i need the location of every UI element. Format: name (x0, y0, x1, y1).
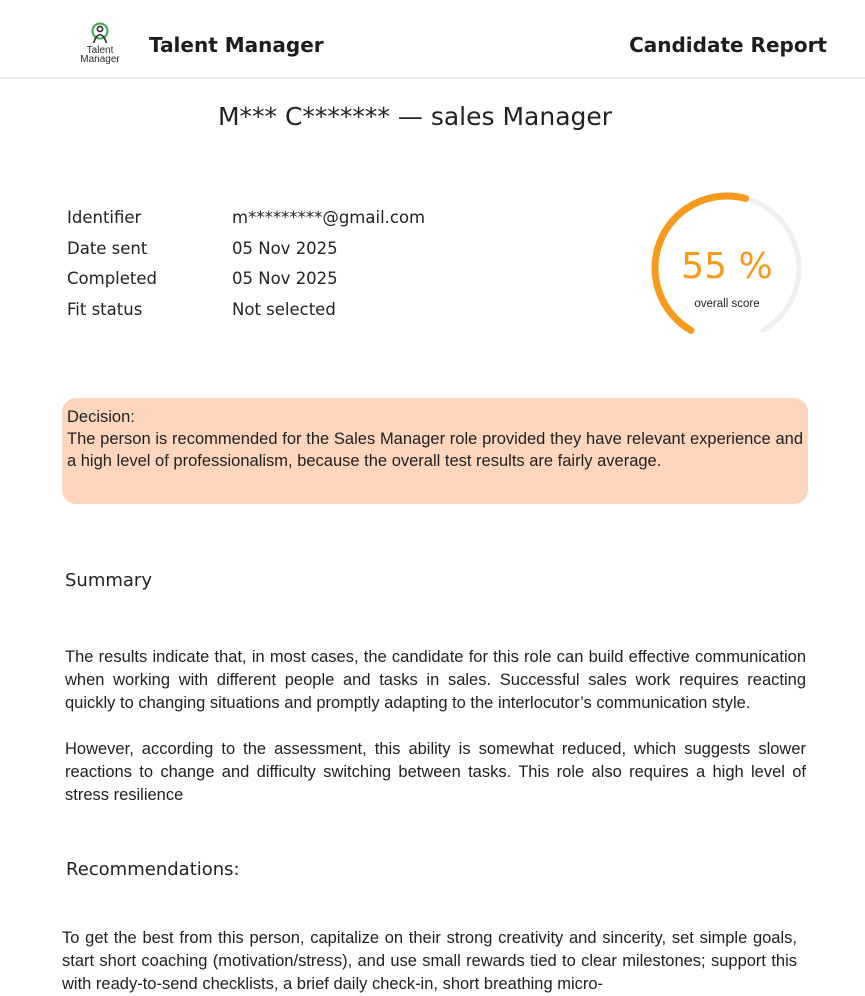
logo-text-line1: Talent (86, 45, 114, 56)
score-label: overall score (694, 298, 760, 310)
candidate-title: M*** C******* — sales Manager (217, 102, 613, 131)
recommendations-title: Recommendations: (66, 859, 240, 880)
recommendations-paragraph: To get the best from this person, capitalize on their strong creativity and sincerity, set simple goals, start short coaching (motivation/stress), and use small rewards tied to clear milestones; support this with ready-to-send checklists, a brief daily check-in, short breathing micro- (62, 929, 797, 993)
info-value: 05 Nov 2025 (232, 238, 338, 258)
info-value: Not selected (232, 299, 336, 319)
info-value: m*********@gmail.com (232, 208, 426, 227)
score-value: 55 % (681, 246, 773, 287)
person-icon (88, 22, 112, 44)
report-header (0, 0, 865, 79)
info-label: Fit status (67, 299, 143, 319)
logo-text-line2: Manager (80, 54, 120, 65)
summary-title: Summary (65, 570, 152, 591)
summary-paragraph: However, according to the assessment, this ability is somewhat reduced, which suggests slower reactions to change and difficulty switching between tasks. This role also requires a high level of stress resilience (65, 740, 806, 804)
decision-box (62, 398, 808, 504)
info-label: Completed (67, 269, 157, 288)
logo-wordmark (72, 46, 128, 64)
info-label: Date sent (67, 238, 148, 258)
summary-paragraph: The results indicate that, in most cases, the candidate for this role can build effective communication when working with different people and tasks in sales. Successful sales work requires reacting quickly to changing situations and promptly adapting to the interlocutor’s communication style. (65, 648, 806, 712)
decision-text: The person is recommended for the Sales Manager role provided they have relevant experience and a high level of professionalism, because the overall test results are fairly average. (67, 430, 803, 470)
report-title: Candidate Report (629, 33, 827, 57)
app-title: Talent Manager (149, 33, 324, 57)
info-label: Identifier (67, 208, 142, 227)
overall-score-gauge (645, 190, 809, 340)
info-value: 05 Nov 2025 (232, 269, 338, 288)
company-logo (72, 22, 128, 70)
decision-heading: Decision: (67, 408, 135, 426)
